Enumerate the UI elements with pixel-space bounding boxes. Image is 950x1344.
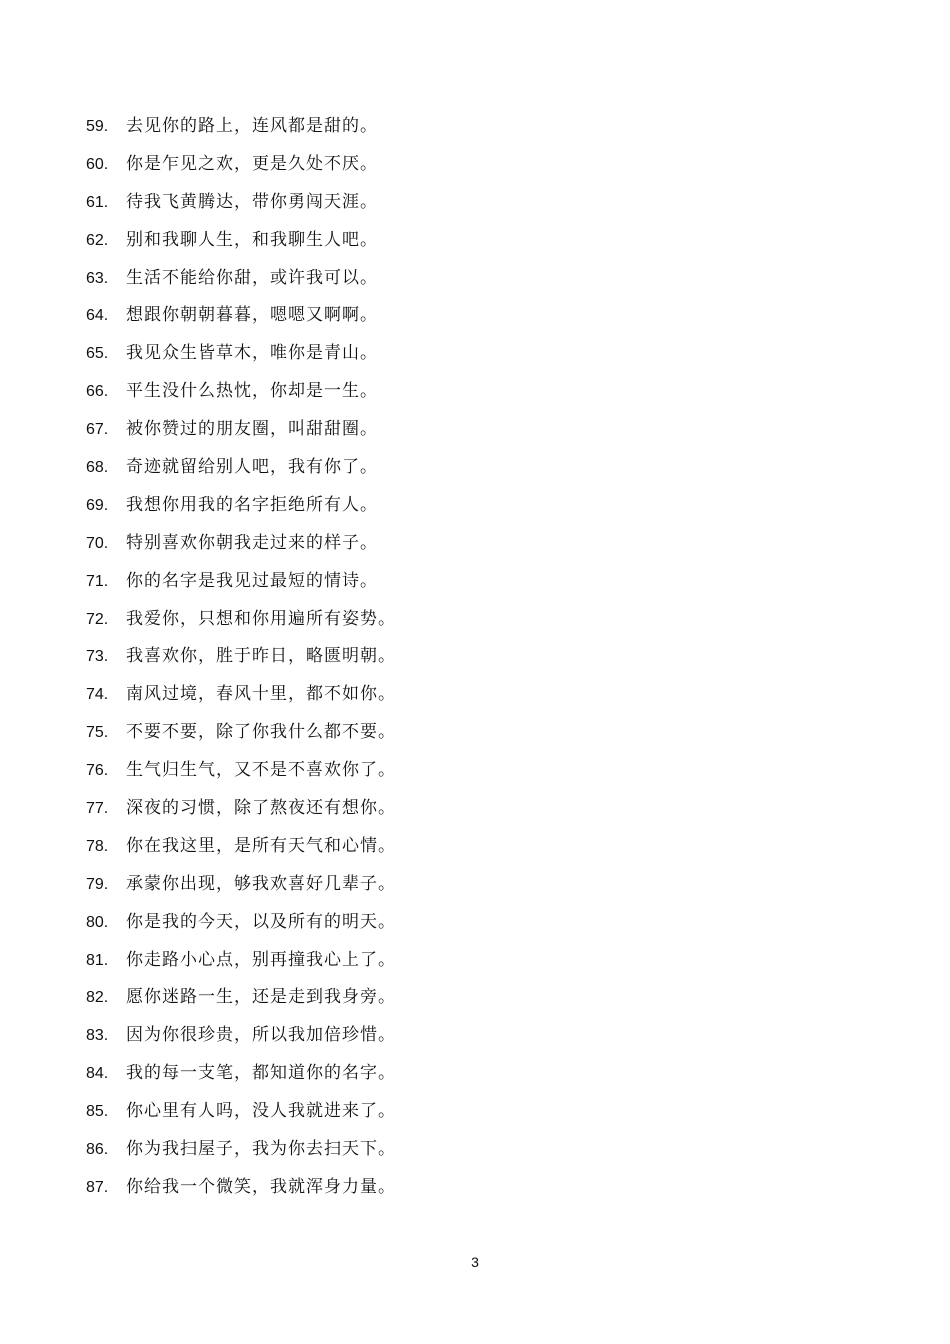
item-text: 平生没什么热忱，你却是一生。 [126,381,378,402]
item-text: 你为我扫屋子，我为你去扫天下。 [126,1139,396,1160]
item-text: 别和我聊人生，和我聊生人吧。 [126,229,378,250]
list-item [86,449,396,487]
item-number: 76. [86,762,109,780]
list-item [86,222,396,260]
item-number: 73. [86,648,109,666]
item-text: 我想你用我的名字拒绝所有人。 [126,494,378,515]
list-item [86,563,396,601]
item-number: 64. [86,307,109,325]
item-text: 深夜的习惯，除了熬夜还有想你。 [126,798,396,819]
item-number: 69. [86,496,109,514]
item-number: 67. [86,421,109,439]
item-number: 81. [86,951,109,969]
list-item [86,1017,396,1055]
item-text: 我喜欢你，胜于昨日，略匮明朝。 [126,646,396,667]
list-item [86,335,396,373]
list-item [86,904,396,942]
item-text: 我的每一支笔，都知道你的名字。 [126,1063,396,1084]
list-item [86,752,396,790]
item-text: 奇迹就留给别人吧，我有你了。 [126,457,378,478]
item-number: 61. [86,193,109,211]
item-number: 74. [86,686,109,704]
list-item [86,828,396,866]
item-text: 你在我这里，是所有天气和心情。 [126,835,396,856]
list-item [86,638,396,676]
item-number: 78. [86,837,109,855]
list-item [86,146,396,184]
item-number: 63. [86,269,109,287]
item-number: 72. [86,610,109,628]
item-text: 你是我的今天，以及所有的明天。 [126,911,396,932]
list-item [86,790,396,828]
item-text: 你给我一个微笑，我就浑身力量。 [126,1176,396,1197]
list-item [86,525,396,563]
item-text: 你的名字是我见过最短的情诗。 [126,570,378,591]
list-item [86,1055,396,1093]
item-text: 你走路小心点，别再撞我心上了。 [126,949,396,970]
list-item [86,714,396,752]
item-number: 86. [86,1141,109,1159]
item-number: 75. [86,724,109,742]
list-item [86,1093,396,1131]
item-text: 承蒙你出现，够我欢喜好几辈子。 [126,873,396,894]
item-text: 南风过境，春风十里，都不如你。 [126,684,396,705]
page-number: 3 [471,1254,479,1270]
item-number: 59. [86,118,109,135]
item-text: 你心里有人吗，没人我就进来了。 [126,1101,396,1122]
list-item [86,1131,396,1169]
list-item [86,676,396,714]
item-number: 65. [86,345,109,363]
item-number: 82. [86,989,109,1007]
item-number: 83. [86,1027,109,1045]
list-item [86,866,396,904]
list-item [86,942,396,980]
item-text: 因为你很珍贵，所以我加倍珍惜。 [126,1025,396,1046]
list-item [86,373,396,411]
list-item [86,487,396,525]
item-text: 不要不要，除了你我什么都不要。 [126,722,396,743]
item-text: 我见众生皆草木，唯你是青山。 [126,343,378,364]
item-number: 87. [86,1178,109,1196]
item-text: 被你赞过的朋友圈，叫甜甜圈。 [126,419,378,440]
list-item [86,1169,396,1207]
item-number: 60. [86,155,109,173]
item-text: 想跟你朝朝暮暮，嗯嗯又啊啊。 [126,305,378,326]
item-number: 77. [86,800,109,818]
item-number: 84. [86,1065,109,1083]
item-text: 特别喜欢你朝我走过来的样子。 [126,532,378,553]
item-number: 80. [86,913,109,931]
item-text: 愿你迷路一生，还是走到我身旁。 [126,987,396,1008]
item-text: 去见你的路上，连风都是甜的。 [126,116,378,136]
list-item [86,184,396,222]
item-number: 62. [86,231,109,249]
numbered-list [86,108,396,1207]
list-item [86,411,396,449]
item-text: 你是乍见之欢，更是久处不厌。 [126,153,378,174]
item-number: 85. [86,1103,109,1121]
item-text: 我爱你，只想和你用遍所有姿势。 [126,608,396,629]
list-item [86,601,396,639]
item-number: 71. [86,572,109,590]
item-number: 70. [86,534,109,552]
list-item [86,108,396,146]
item-number: 68. [86,459,109,477]
list-item [86,297,396,335]
list-item [86,979,396,1017]
item-number: 79. [86,875,109,893]
list-item [86,260,396,298]
item-text: 待我飞黄腾达，带你勇闯天涯。 [126,191,378,212]
item-number: 66. [86,383,109,401]
item-text: 生活不能给你甜，或许我可以。 [126,267,378,288]
item-text: 生气归生气，又不是不喜欢你了。 [126,760,396,781]
